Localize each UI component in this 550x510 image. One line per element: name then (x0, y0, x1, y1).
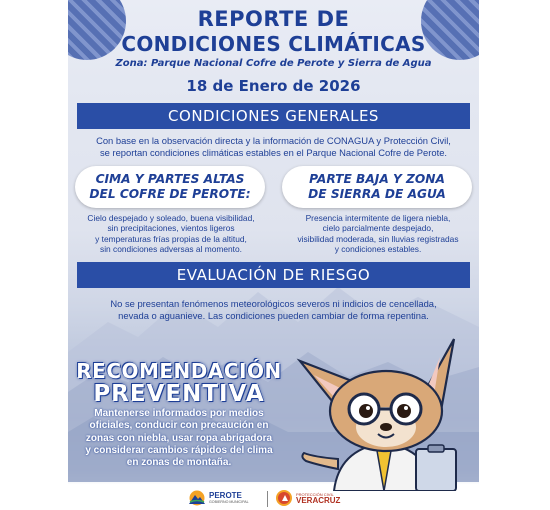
section-heading-general: CONDICIONES GENERALES (77, 103, 470, 129)
veracruz-label: VERACRUZ (296, 495, 341, 505)
zone-title-pill-right (282, 166, 472, 208)
perote-logo (188, 490, 249, 506)
general-intro (68, 135, 479, 159)
recommendation-line: Mantenerse informados por medios (94, 408, 264, 419)
section-heading-risk: EVALUACIÓN DE RIESGO (77, 262, 470, 288)
general-intro-line: se reportan condiciones climáticas estables en el Parque Nacional Cofre de Perote. (99, 147, 448, 158)
poster (68, 0, 479, 510)
zone-description-line: Cielo despejado y soleado, buena visibilidad, (87, 213, 255, 223)
zone-description-line: Presencia intermitente de ligera niebla, (305, 213, 451, 223)
zone-description-right (280, 213, 476, 255)
zone-description-line: sin precipitaciones, vientos ligeros (107, 223, 235, 234)
perote-logo-subtitle: GOBIERNO MUNICIPAL (209, 500, 249, 504)
recommendation-title-line-1: RECOMENDACIÓN (76, 359, 282, 383)
recommendation-line: zonas con niebla, usar ropa abrigadora (85, 432, 273, 444)
risk-text-line: nevada o aguanieve. Las condiciones pueden cambiar de forma repentina. (118, 310, 429, 321)
proteccion-civil-icon (276, 490, 292, 506)
zone-title-line: DE SIERRA DE AGUA (308, 187, 446, 201)
perote-logo-name: PEROTE (209, 491, 242, 500)
proteccion-civil-label: PROTECCIÓN CIVIL (296, 491, 334, 497)
footer-divider (267, 491, 268, 507)
general-intro-line: Con base en la observación directa y la información de CONAGUA y Protección Civil, (96, 135, 451, 146)
footer-logos (68, 486, 479, 510)
zone-description-line: visibilidad moderada, sin lluvias registradas (297, 233, 459, 244)
recommendation-line: y considerar cambios rápidos del clima (85, 444, 273, 456)
recommendation-title-line-2: PREVENTIVA (93, 381, 265, 407)
perote-mountain-icon (188, 490, 206, 506)
zone-subtitle: Zona: Parque Nacional Cofre de Perote y Sierra de Agua (115, 58, 432, 69)
zone-title-pill-left (75, 166, 265, 208)
zone-description-line: sin condiciones adversas al momento. (100, 244, 242, 255)
recommendation-line: oficiales, conducir con precaución en (89, 420, 269, 432)
zone-description-line: y temperaturas frías propias de la altitud, (95, 233, 247, 244)
title-line-1: REPORTE DE (197, 7, 350, 31)
zone-title-line: CIMA Y PARTES ALTAS (95, 172, 245, 186)
zone-title-line: DEL COFRE DE PEROTE: (89, 187, 251, 201)
zone-description-left (73, 213, 269, 255)
zone-description-line: cielo parcialmente despejado, (322, 223, 434, 234)
proteccion-civil-logo (276, 490, 340, 506)
report-date: 18 de Enero de 2026 (186, 77, 361, 95)
title-line-2: CONDICIONES CLIMÁTICAS (121, 32, 426, 56)
recommendation-line: en zonas de montaña. (126, 457, 232, 469)
chihuahua-mascot-illustration (294, 331, 474, 491)
risk-text-line: No se presentan fenómenos meteorológicos severos ni indicios de cencellada, (110, 298, 437, 309)
risk-text (68, 298, 479, 322)
zone-title-line: PARTE BAJA Y ZONA (309, 172, 445, 186)
zone-description-line: y condiciones estables. (334, 244, 422, 255)
recommendation-text (74, 408, 284, 469)
